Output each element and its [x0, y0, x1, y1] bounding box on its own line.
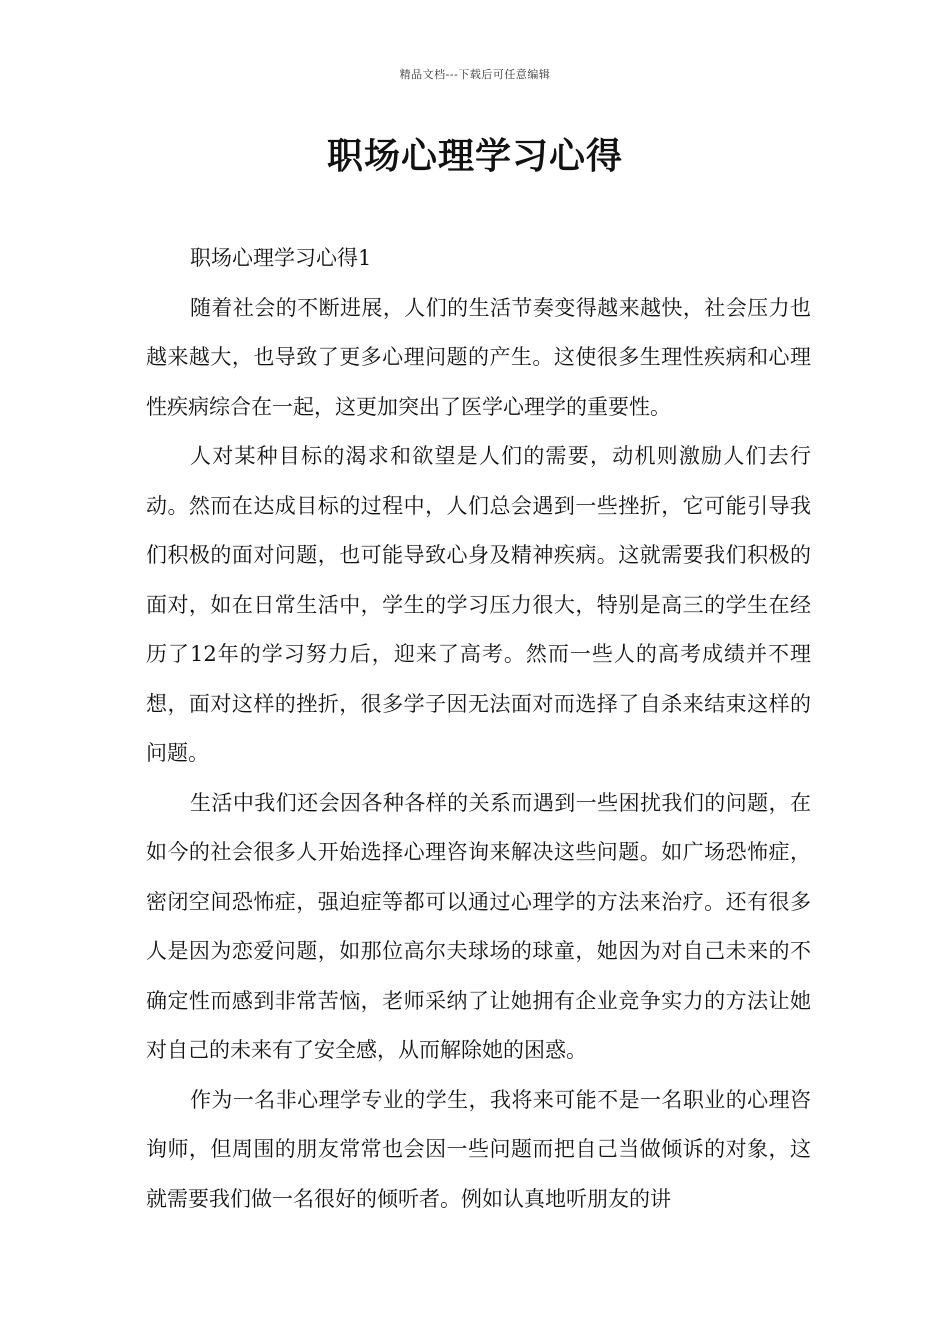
document-title: 职场心理学习心得	[326, 135, 623, 177]
section-subheading: 职场心理学习心得1	[190, 246, 372, 270]
paragraph-4: 作为一名非心理学专业的学生，我将来可能不是一名职业的心理咨询师，但周围的朋友常常也会因一些问题而把自己当做倾诉的对象，这就需要我们做一名很好的倾听者。例如认真地听朋友的讲	[146, 1087, 811, 1211]
paragraph-1: 随着社会的不断进展，人们的生活节奏变得越来越快，社会压力也越来越大，也导致了更多心理问题的产生。这使很多生理性疾病和心理性疾病综合在一起，这更加突出了医学心理学的重要性。	[146, 295, 811, 419]
paragraph-2: 人对某种目标的渴求和欲望是人们的需要，动机则激励人们去行动。然而在达成目标的过程中，人们总会遇到一些挫折，它可能引导我们积极的面对问题，也可能导致心身及精神疾病。这就需要我们积极的面对，如在日常生活中，学生的学习压力很大，特别是高三的学生在经历了12年的学习努力后，迎来了高考。然而一些人的高考成绩并不理想，面对这样的挫折，很多学子因无法面对而选择了自杀来结束这样的问题。	[146, 444, 811, 765]
paragraph-3: 生活中我们还会因各种各样的关系而遇到一些困扰我们的问题，在如今的社会很多人开始选择心理咨询来解决这些问题。如广场恐怖症，密闭空间恐怖症，强迫症等都可以通过心理学的方法来治疗。还有很多人是因为恋爱问题，如那位高尔夫球场的球童，她因为对自己未来的不确定性而感到非常苦恼，老师采纳了让她拥有企业竞争实力的方法让她对自己的未来有了安全感，从而解除她的困惑。	[146, 790, 811, 1062]
document-body	[146, 234, 811, 1224]
header-note: 精品文档---下载后可任意编辑	[399, 68, 551, 81]
